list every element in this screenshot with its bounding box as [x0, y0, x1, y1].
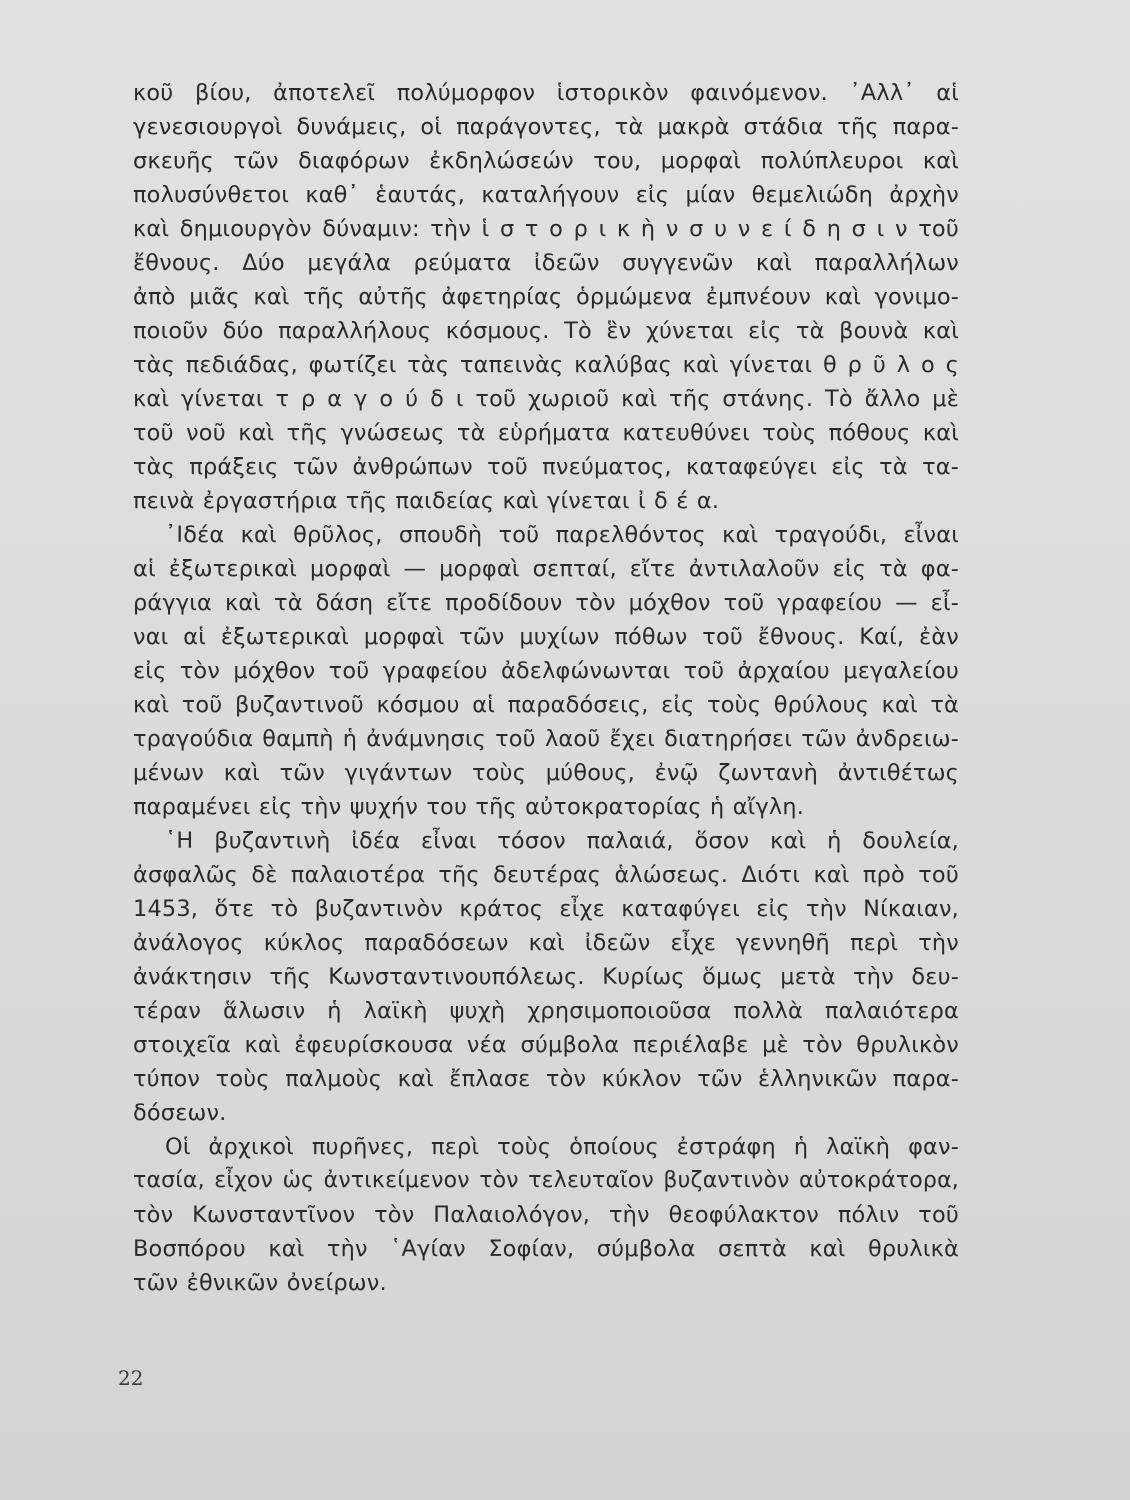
text-line: τέραν ἅλωσιν ἡ λαϊκὴ ψυχὴ χρησιμοποιοῦσα πολλὰ παλαιότερα — [133, 998, 959, 1024]
text-line: καὶ τοῦ βυζαντινοῦ κόσμου αἱ παραδόσεις, εἰς τοὺς θρύλους καὶ τὰ — [133, 692, 959, 718]
text-line: ποιοῦν δύο παραλλήλους κόσμους. Τὸ ἓν χύνεται εἰς τὰ βουνὰ καὶ — [133, 318, 959, 344]
text-line: 1453, ὅτε τὸ βυζαντινὸν κράτος εἶχε καταφύγει εἰς τὴν Νίκαιαν, — [133, 896, 959, 922]
text-line: σκευῆς τῶν διαφόρων ἐκδηλώσεών του, μορφαὶ πολύπλευροι καὶ — [133, 148, 959, 174]
body-text — [133, 76, 959, 1300]
text-line: ράγγια καὶ τὰ δάση εἴτε προδίδουν τὸν μόχθον τοῦ γραφείου — εἶ- — [133, 590, 959, 616]
text-line: στοιχεῖα καὶ ἐφευρίσκουσα νέα σύμβολα περιέλαβε μὲ τὸν θρυλικὸν — [133, 1032, 959, 1058]
page-number: 22 — [118, 1366, 144, 1390]
text-line: μένων καὶ τῶν γιγάντων τοὺς μύθους, ἐνῷ ζωντανὴ ἀντιθέτως — [133, 760, 959, 786]
text-line: ἔθνους. Δύο μεγάλα ρεύματα ἰδεῶν συγγενῶν καὶ παραλλήλων — [133, 250, 959, 276]
text-line: τραγούδια θαμπὴ ἡ ἀνάμνησις τοῦ λαοῦ ἔχει διατηρήσει τῶν ἀνδρειω- — [133, 726, 959, 752]
text-line: καὶ δημιουργὸν δύναμιν: τὴν ἱ σ τ ο ρ ι κ ὴ ν σ υ ν ε ί δ η σ ι ν τοῦ — [133, 216, 959, 242]
text-line: γενεσιουργοὶ δυνάμεις, οἱ παράγοντες, τὰ μακρὰ στάδια τῆς παρα- — [133, 114, 959, 140]
text-line: δόσεων. — [133, 1100, 227, 1126]
text-line: πεινὰ ἐργαστήρια τῆς παιδείας καὶ γίνεται ἰ δ έ α. — [133, 488, 720, 514]
paragraph-start-line: ᾿Ιδέα καὶ θρῦλος, σπουδὴ τοῦ παρελθόντος καὶ τραγούδι, εἶναι — [165, 522, 959, 548]
text-line: τοῦ νοῦ καὶ τῆς γνώσεως τὰ εὑρήματα κατευθύνει τοὺς πόθους καὶ — [133, 420, 959, 446]
text-line: τῶν ἐθνικῶν ὀνείρων. — [133, 1270, 387, 1296]
text-line: παραμένει εἰς τὴν ψυχήν του τῆς αὐτοκρατορίας ἡ αἴγλη. — [133, 794, 805, 820]
text-line: Βοσπόρου καὶ τὴν ῾Αγίαν Σοφίαν, σύμβολα σεπτὰ καὶ θρυλικὰ — [133, 1236, 959, 1262]
text-line: τὰς πράξεις τῶν ἀνθρώπων τοῦ πνεύματος, καταφεύγει εἰς τὰ τα- — [133, 454, 959, 480]
paragraph-start-line: Οἱ ἀρχικοὶ πυρῆνες, περὶ τοὺς ὁποίους ἐστράφη ἡ λαϊκὴ φαν- — [165, 1134, 959, 1160]
text-line: πολυσύνθετοι καθ᾿ ἑαυτάς, καταλήγουν εἰς μίαν θεμελιώδη ἀρχὴν — [133, 182, 959, 208]
text-line: ἀνάλογος κύκλος παραδόσεων καὶ ἰδεῶν εἶχε γεννηθῆ περὶ τὴν — [133, 930, 959, 956]
text-line: τὰς πεδιάδας, φωτίζει τὰς ταπεινὰς καλύβας καὶ γίνεται θ ρ ῦ λ ο ς — [133, 352, 959, 378]
text-line: ἀνάκτησιν τῆς Κωνσταντινουπόλεως. Κυρίως ὅμως μετὰ τὴν δευ- — [133, 964, 959, 990]
text-line: ἀπὸ μιᾶς καὶ τῆς αὐτῆς ἀφετηρίας ὁρμώμενα ἐμπνέουν καὶ γονιμο- — [133, 284, 959, 310]
text-line: καὶ γίνεται τ ρ α γ ο ύ δ ι τοῦ χωριοῦ καὶ τῆς στάνης. Τὸ ἄλλο μὲ — [133, 386, 959, 412]
text-line: εἰς τὸν μόχθον τοῦ γραφείου ἀδελφώνωνται τοῦ ἀρχαίου μεγαλείου — [133, 658, 959, 684]
paragraph-start-line: ῾Η βυζαντινὴ ἰδέα εἶναι τόσον παλαιά, ὅσον καὶ ἡ δουλεία, — [165, 828, 959, 854]
text-line: ἀσφαλῶς δὲ παλαιοτέρα τῆς δευτέρας ἁλώσεως. Διότι καὶ πρὸ τοῦ — [133, 862, 959, 888]
text-line: τασία, εἶχον ὡς ἀντικείμενον τὸν τελευταῖον βυζαντινὸν αὐτοκράτορα, — [133, 1168, 959, 1193]
text-line: αἱ ἐξωτερικαὶ μορφαὶ — μορφαὶ σεπταί, εἴτε ἀντιλαλοῦν εἰς τὰ φα- — [133, 556, 959, 582]
text-line: ναι αἱ ἐξωτερικαὶ μορφαὶ τῶν μυχίων πόθων τοῦ ἔθνους. Καί, ἐὰν — [133, 624, 959, 650]
text-line: τύπον τοὺς παλμοὺς καὶ ἔπλασε τὸν κύκλον τῶν ἑλληνικῶν παρα- — [133, 1066, 959, 1092]
text-line: κοῦ βίου, ἀποτελεῖ πολύμορφον ἱστορικὸν φαινόμενον. ᾿Αλλ᾿ αἱ — [133, 80, 959, 106]
text-line: τὸν Κωνσταντῖνον τὸν Παλαιολόγον, τὴν θεοφύλακτον πόλιν τοῦ — [133, 1202, 959, 1228]
